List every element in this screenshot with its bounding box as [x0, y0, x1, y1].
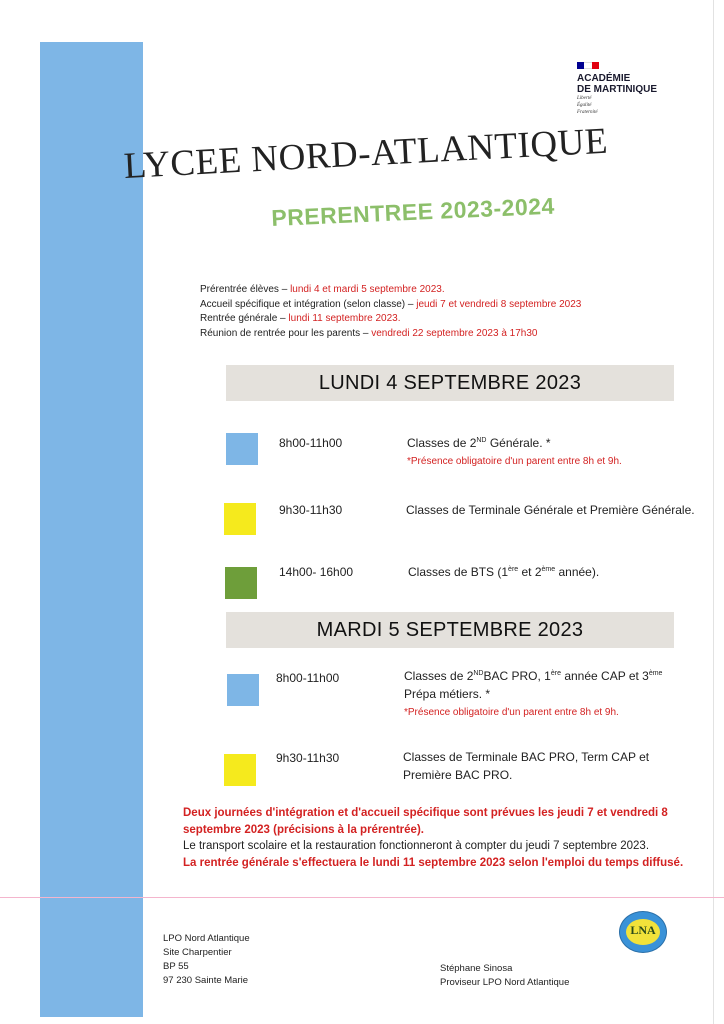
- address-line: LPO Nord Atlantique: [163, 933, 250, 944]
- color-swatch-green: [225, 567, 257, 599]
- address-line: BP 55: [163, 961, 189, 972]
- key-date-label: Prérentrée élèves –: [200, 284, 291, 295]
- slot-description: Classes de Terminale BAC PRO, Term CAP et Première BAC PRO.: [403, 750, 650, 782]
- page-edge: [713, 0, 714, 1024]
- principal-name: Stéphane Sinosa: [440, 963, 513, 974]
- slot-time: 8h00-11h00: [276, 671, 340, 685]
- address-line: Site Charpentier: [163, 947, 232, 958]
- rentree-notice: La rentrée générale s'effectuera le lundi 11 septembre 2023 selon l'emploi du temps diffusé.: [183, 856, 684, 869]
- key-date-row: [200, 327, 581, 342]
- transport-notice: Le transport scolaire et la restauration fonctionneront à compter du jeudi 7 septembre 2023.: [183, 840, 650, 852]
- slot-description: Classes de Terminale Générale et Première Générale.: [406, 503, 695, 517]
- closing-notes: [183, 805, 693, 871]
- slot-note: *Présence obligatoire d'un parent entre 8h et 9h.: [404, 707, 619, 718]
- slot-time: 9h30-11h30: [276, 751, 340, 765]
- key-date-label: Rentrée générale –: [200, 313, 289, 324]
- slot-time: 8h00-11h00: [279, 436, 343, 450]
- key-date-label: Réunion de rentrée pour les parents –: [200, 327, 372, 339]
- color-swatch-blue: [227, 674, 259, 706]
- key-date-row: [200, 298, 581, 313]
- motto-egalite: Égalité: [577, 103, 592, 108]
- integration-notice: Deux journées d'intégration et d'accueil spécifique sont prévues les jeudi 7 et vendredi 8 septembre 2023 (précisions à la prérentrée).: [183, 807, 668, 836]
- key-date-value: lundi 11 septembre 2023.: [288, 313, 401, 324]
- academie-line1: ACADÉMIE: [577, 73, 631, 84]
- academie-line2: DE MARTINIQUE: [577, 84, 657, 95]
- key-date-row: [200, 312, 581, 327]
- principal-signature: [440, 962, 569, 990]
- slot-description: Classes de 2ND Générale. *: [407, 436, 551, 450]
- slot-note: *Présence obligatoire d'un parent entre 8h et 9h.: [407, 456, 622, 467]
- color-swatch-yellow: [224, 503, 256, 535]
- slot-description: Classes de BTS (1ère et 2ème année).: [408, 565, 600, 579]
- decorative-blue-band: [40, 42, 143, 1017]
- logo-lettering: LNA: [630, 923, 656, 937]
- color-swatch-blue: [226, 433, 258, 465]
- color-swatch-yellow: [224, 754, 256, 786]
- day-header-tuesday: MARDI 5 SEPTEMBRE 2023: [226, 612, 674, 648]
- principal-role: Proviseur LPO Nord Atlantique: [440, 977, 570, 988]
- slot-description: Classes de 2NDBAC PRO, 1ère année CAP et 3ème Prépa métiers. *: [404, 669, 663, 701]
- key-date-row: [200, 283, 581, 298]
- motto-liberte: Liberté: [577, 96, 592, 101]
- key-date-value: lundi 4 et mardi 5 septembre 2023.: [290, 284, 445, 295]
- key-dates: [200, 283, 581, 341]
- slot-time: 9h30-11h30: [279, 503, 343, 517]
- slot-time: 14h00- 16h00: [279, 565, 354, 579]
- address-line: 97 230 Sainte Marie: [163, 975, 249, 986]
- key-date-value: vendredi 22 septembre 2023 à 17h30: [371, 327, 538, 339]
- school-address: [163, 932, 250, 988]
- school-title: LYCEE NORD-ATLANTIQUE: [122, 120, 609, 188]
- academie-logo: [577, 62, 687, 116]
- key-date-value: jeudi 7 et vendredi 8 septembre 2023: [416, 298, 582, 310]
- school-logo-icon: [619, 911, 667, 953]
- key-date-label: Accueil spécifique et intégration (selon classe) –: [200, 298, 417, 310]
- day-header-monday: LUNDI 4 SEPTEMBRE 2023: [226, 365, 674, 401]
- motto-fraternite: Fraternité: [577, 110, 598, 115]
- divider-line: [0, 897, 724, 898]
- prerentree-subtitle: PRERENTREE 2023-2024: [270, 192, 556, 232]
- french-flag-icon: [577, 62, 599, 69]
